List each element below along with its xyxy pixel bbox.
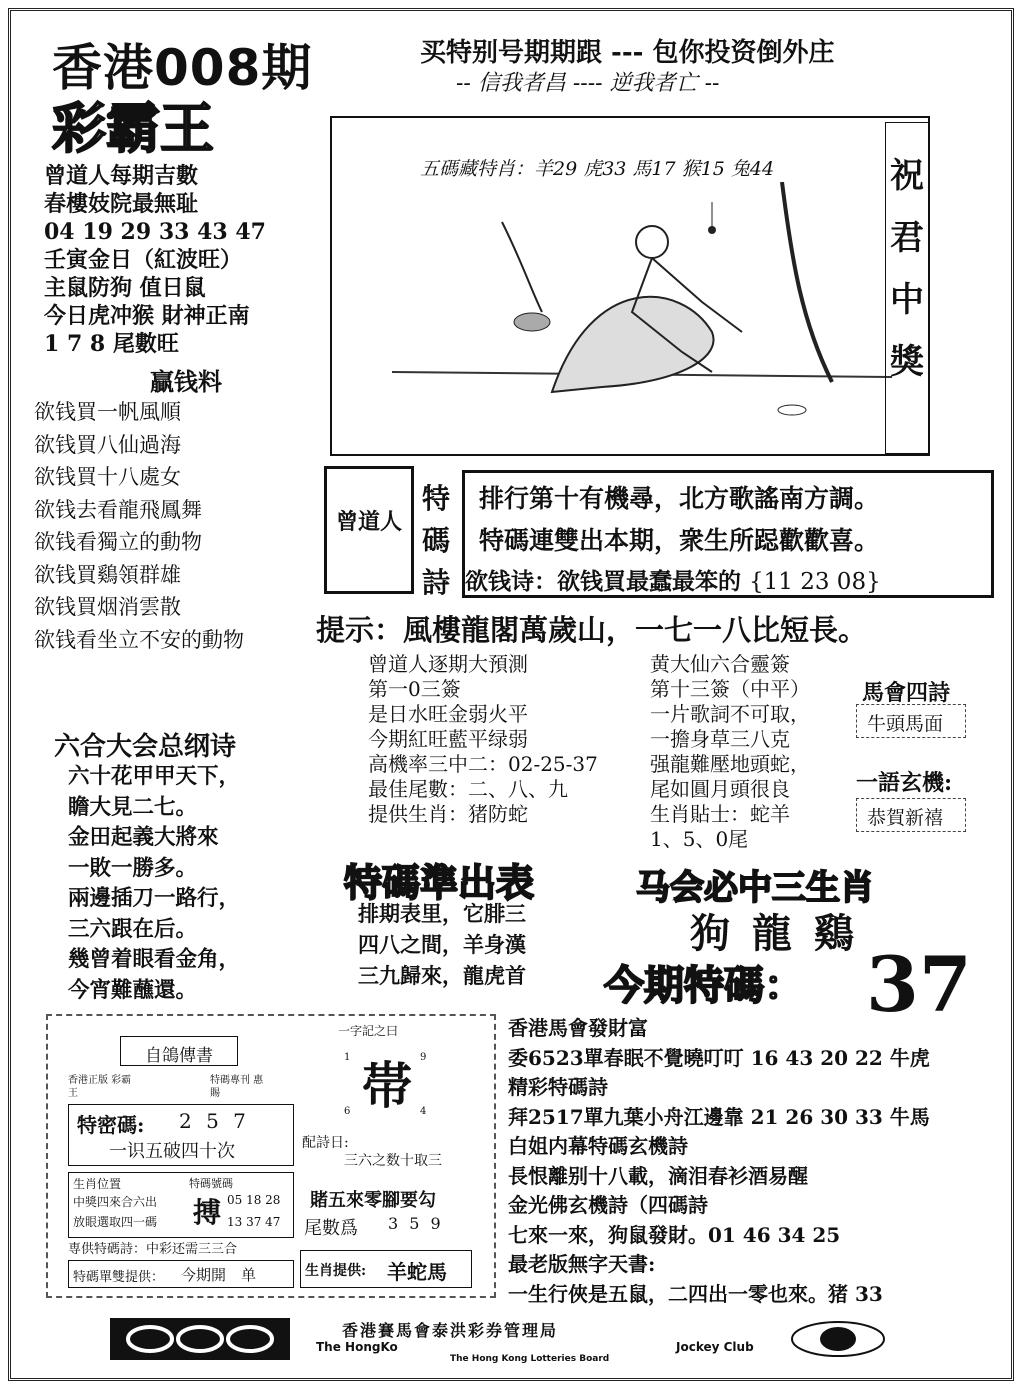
special-poem-line-1: 排行第十有機尋，北方歌謠南方調。 [479,484,880,513]
win-money-item: 欲钱看獨立的動物 [34,530,202,554]
hint-line [316,608,867,649]
zeng-prediction [368,652,598,827]
one-word-value: 恭賀新禧 [867,807,944,829]
side-label-char: 特 [422,482,451,515]
zhunchubiao-line: 三九歸來，龍虎首 [358,963,526,988]
special-poem-side-label [422,478,450,604]
daily-info [44,162,266,358]
liuhe-line: 兩邊插刀一路行， [68,886,241,911]
congratulation-char: 中 [890,280,924,320]
horse-poems-title: 馬會四詩 [862,680,951,706]
coupon-small-right: 特碼專刊 惠賜 [210,1075,264,1099]
huang-daxian-lot [650,652,810,852]
secret-code-sub: 一识五破四十次 [109,1141,235,1162]
special-number-label: 特碼號碼 [189,1177,233,1190]
prediction-line: 曾道人逐期大預測 [368,652,528,676]
daily-info-line: 04 19 29 33 43 47 [44,219,266,245]
lot-line: 第十三簽（中平） [650,677,810,701]
word-char: 帯 [362,1056,412,1115]
win-money-title: 贏钱料 [150,367,222,396]
provider-label: 特碼單雙提供： [73,1270,165,1285]
secret-code-value: 2 5 7 [179,1109,250,1133]
special-poem-line-2: 特碼連雙出本期，衆生所跽歡歡喜。 [479,526,880,555]
horse-poems-box [856,704,966,738]
secret-code-box [68,1104,294,1166]
zodiac-position-line-2: 放眼選取四一碼 [73,1215,158,1229]
daily-info-line: 曾道人每期吉數 [44,163,199,189]
right-poem-line: 香港馬會發財富 [508,1016,648,1040]
one-word-box [856,798,966,832]
dial-num: 9 [420,1052,427,1063]
horse-poems-value: 牛頭馬面 [867,713,944,735]
footer-cn: 香港賽馬會泰洪彩券管理局 [342,1321,559,1340]
coupon-card [46,1014,496,1298]
provider-value: 今期開 单 [181,1266,257,1284]
liuhe-line: 今宵難蘸還。 [68,977,198,1003]
daily-info-line: 春樓妓院最無耻 [44,191,199,217]
daily-info-line: 壬寅金日（紅波旺） [44,247,243,273]
jockey-club-left-logo [110,1318,290,1360]
right-poem-line: 七來一來，狗鼠發財。01 46 34 25 [508,1222,841,1247]
zodiac-position-label: 生肖位置 [73,1177,122,1191]
three-zodiac-value: 狗 龍 鷄 [690,910,858,957]
prediction-line: 最佳尾數：二、八、九 [368,777,568,801]
tail-label: 尾數爲 [304,1218,358,1239]
right-poem-line: 金光佛玄機詩（四碼詩 [508,1193,708,1217]
prediction-line: 高機率三中二：02-25-37 [368,752,598,776]
footer-en-left: The HongKo [316,1340,398,1354]
today-special-number: 37 [866,940,972,1029]
today-special-label: 今期特碼： [604,963,804,1009]
poem-line-3-numbers: {11 23 08} [749,569,881,595]
liuhe-line: 金田起義大將來 [68,825,219,850]
win-money-item: 欲钱買鷄領群雄 [34,562,181,587]
dial-num: 4 [420,1106,427,1117]
daily-info-line: 今日虎冲猴 財神正南 [44,303,250,329]
right-poems [508,1014,930,1309]
zodiac-provider-value: 羊蛇馬 [387,1260,447,1284]
verse-label: 配詩日: [302,1135,349,1151]
zodiac-position-line-1: 中獎四來合六出 [73,1195,158,1209]
win-money-list [34,396,244,656]
prediction-line: 是日水旺金弱火平 [368,702,528,726]
win-money-item: 欲钱買十八處女 [34,465,181,489]
coupon-small-left: 香港正版 彩霸王 [68,1075,132,1099]
special-poem-line-3 [465,563,881,596]
lot-line: 黄大仙六合靈簽 [650,652,790,676]
coupon-title-box [120,1036,238,1066]
liuhe-poem [68,762,240,1006]
zengdaoren-logo [324,466,414,594]
daily-info-line: 主鼠防狗 值日鼠 [44,275,206,301]
congratulation-char: 君 [890,218,924,258]
slogan-line-1: 买特别号期期跟 --- 包你投资倒外庄 [420,38,835,68]
coupon-title: 自鴿傳書 [145,1046,213,1066]
right-poem-line: 一生行俠是五鼠，二四出一零也來。猪 33 [508,1281,883,1306]
footer-en-board: The Hong Kong Lotteries Board [450,1354,610,1364]
daily-info-line: 1 7 8 尾數旺 [44,331,179,357]
exclusive-poem: 専供特碼詩：中彩还需三三合 [68,1242,238,1257]
congratulation-char: 祝 [890,156,924,196]
zhunchubiao-line: 排期表里，它腓三 [358,901,526,926]
special-numbers-1: 05 18 28 [227,1193,281,1207]
liuhe-line: 瞻大見二七。 [68,794,198,820]
special-number-char: 搏 [193,1196,222,1229]
issue-title: 香港008期 [52,39,313,97]
right-poem-line: 白姐内幕特碼玄機詩 [508,1134,688,1158]
zodiac-position-box [68,1172,294,1238]
one-word-title: 一語玄機: [856,770,953,796]
lot-line: 一擔身草三八克 [650,727,790,751]
win-money-item: 欲钱買烟消雲散 [34,595,181,619]
win-money-item: 欲钱看坐立不安的動物 [34,627,244,652]
liuhe-line: 幾曾着眼看金角， [68,947,241,972]
lot-line: 强龍難壓地頭蛇， [650,752,810,776]
congratulation-char: 獎 [890,342,924,382]
liuhe-line: 三六跟在后。 [68,916,198,942]
right-poem-line: 委6523單春眠不覺曉叮叮 16 43 20 22 牛虎 [508,1045,930,1070]
dial-num: 6 [344,1106,351,1117]
liuhe-line: 一敗一勝多。 [68,855,198,881]
tail-value: 3 5 9 [388,1214,444,1233]
win-money-item: 欲钱買八仙過海 [34,432,181,457]
right-poem-line: 長恨離别十八載，滴泪春衫酒易醒 [508,1163,808,1188]
dial-num: 1 [344,1052,351,1063]
footer-en-right: Jockey Club [676,1340,754,1354]
illustration-frame [330,116,930,456]
brand-name: 彩霸王 [52,97,214,160]
three-zodiac-title: 马会必中三生肖 [636,868,874,908]
poem-line-3-label: 欲钱诗 [465,568,534,595]
lot-line: 1、5、0尾 [650,827,749,851]
tail-title: 賭五來零腳要勾 [310,1190,436,1211]
side-label-char: 碼 [422,524,451,557]
lot-line: 尾如圓月頭很良 [650,777,790,801]
zodiac-provider-box [300,1250,472,1288]
prediction-line: 提供生肖：猪防蛇 [368,802,528,826]
win-money-item: 欲钱買一帆風順 [34,400,181,424]
lady-by-rock-illustration [352,182,922,450]
side-label-char: 詩 [422,566,451,599]
hint-text: ：風樓龍閣萬歲山，一七一八比短長。 [374,613,868,647]
prediction-line: 第一0三簽 [368,677,461,701]
lot-line: 一片歌詞不可取， [650,702,810,726]
zhunchubiao-title: 特碼準出表 [344,861,535,905]
word-title: 一字記之曰 [338,1024,399,1038]
zodiac-provider-label: 生肖提供: [305,1263,367,1279]
hint-label: 提示 [316,613,375,647]
zhunchubiao-line: 四八之間，羊身漢 [358,932,526,957]
logo-text: 曾道人 [335,509,402,535]
special-numbers-2: 13 37 47 [227,1215,281,1229]
lotteries-board-right-logo [786,1318,890,1360]
verse-text: 三六之数十取三 [344,1153,442,1169]
congratulation-vertical [885,122,929,454]
liuhe-line: 六十花甲甲天下， [68,764,241,789]
right-poem-line: 最老版無字天書: [508,1252,656,1276]
secret-code-label: 特密碼: [77,1113,145,1137]
provider-box [68,1260,294,1288]
liuhe-poem-title: 六合大会总纲诗 [54,732,237,762]
slogan-line-2: -- 信我者昌 ---- 逆我者亡 -- [456,71,720,96]
footer-bar [110,1318,890,1364]
win-money-item: 欲钱去看龍飛鳳舞 [34,497,202,522]
special-poem-box [462,470,994,598]
right-poem-line: 精彩特碼詩 [508,1075,608,1099]
zhunchubiao-list [358,898,526,991]
right-poem-line: 拜2517單九葉小舟江邊靠 21 26 30 33 牛馬 [508,1104,930,1129]
poem-line-3-text: ：欲钱買最蠢最笨的 [534,568,741,595]
lot-line: 生肖貼士：蛇羊 [650,802,790,826]
picture-caption: 五碼藏特肖：羊29 虎33 馬17 猴15 兔44 [420,158,775,180]
prediction-line: 今期紅旺藍平绿弱 [368,727,528,751]
